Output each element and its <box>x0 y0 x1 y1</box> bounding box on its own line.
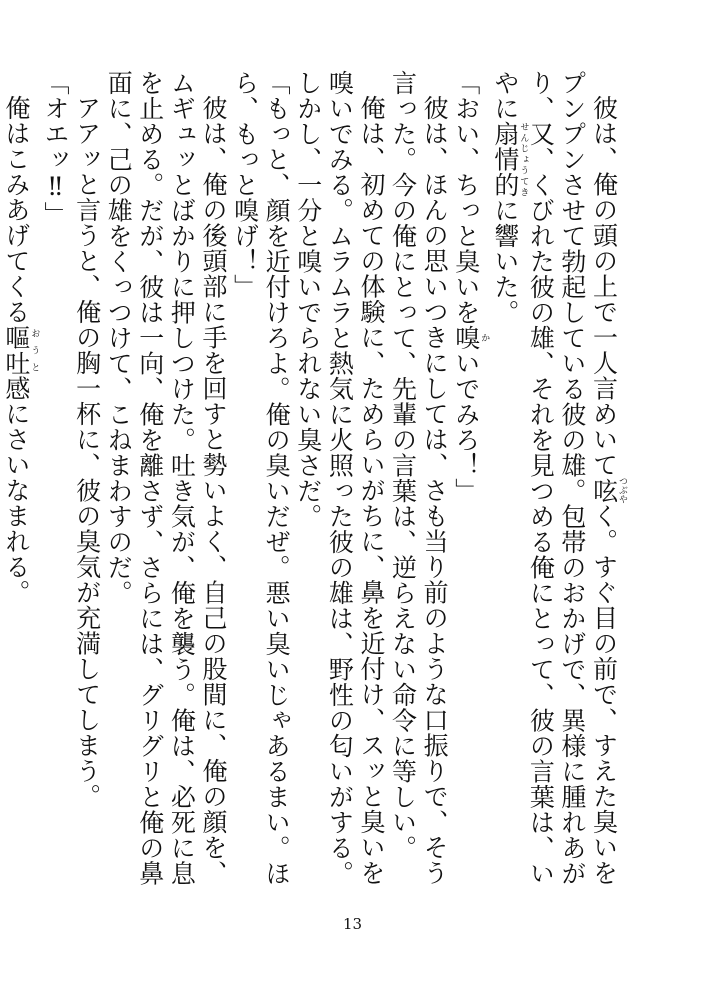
text-segment: 彼は、俺の後頭部に手を回すと勢いよく、自己の股間に、俺の顔を、ムギュッとばかりに押しつけた。吐き気が、俺を襲う。俺は、必死に息を止める。だが、彼は一向、俺を離さず、さらには、グリグリと俺の鼻面に、己の雄をくっつけて、こねまわすのだ。 <box>104 70 228 886</box>
page-number: 13 <box>342 915 363 933</box>
ruby-base: 呟 <box>589 476 619 504</box>
ruby-base: 嘔吐 <box>1 324 31 376</box>
text-segment: いでみろ！」 <box>451 350 481 504</box>
dialogue-paragraph <box>39 70 71 900</box>
text-segment: く。すぐ目の前で、すえた臭いをプンプンさせて勃起している彼の雄。包帯のおかげで、異様に腫れあがり、又、くびれた彼の雄、それを見つめる俺にとって、彼の言葉は、いやに <box>490 70 619 886</box>
narration-paragraph <box>292 70 387 900</box>
narration-paragraph <box>0 70 39 900</box>
ruby-base: 嗅 <box>451 325 481 351</box>
ruby-word <box>1 324 40 376</box>
dialogue-paragraph <box>450 70 489 900</box>
text-segment: 「オエッ‼」 <box>41 70 70 227</box>
ruby-reading: せんじょうてき <box>518 121 529 198</box>
text-segment: 俺はこみあげてくる <box>1 95 31 325</box>
ruby-reading: か <box>479 325 490 351</box>
text-segment: 俺は、初めての体験に、ためらいがちに、鼻を近付け、スッと臭いを嗅いでみる。ムラムラと熱気に火照った彼の雄は、野性の匂いがする。しかし、一分と嗅いでられない臭さだ。 <box>293 70 386 886</box>
narration-paragraph <box>489 70 627 900</box>
ruby-base: 扇情的 <box>490 121 520 198</box>
ruby-word <box>490 121 529 198</box>
text-segment: に響いた。 <box>490 197 520 325</box>
text-segment: 「おい、ちっと臭いを <box>451 70 481 325</box>
text-segment: 感にさいなまれる。 <box>1 375 31 605</box>
vertical-text-body <box>1 70 627 900</box>
narration-paragraph <box>387 70 450 900</box>
text-segment: 彼は、俺の頭の上で一人言めいて <box>589 95 619 478</box>
dialogue-paragraph <box>229 70 292 900</box>
narration-paragraph <box>103 70 229 900</box>
ruby-word <box>589 476 627 504</box>
text-segment: 「もっと、顔を近付けろよ。俺の臭いだぜ。悪い臭いじゃあるまい。ほら、もっと嗅げ！」 <box>230 70 292 886</box>
ruby-reading: おうと <box>29 324 40 376</box>
ruby-word <box>451 325 490 351</box>
text-segment: アアッと言うと、俺の胸一杯に、彼の臭気が充満してしまう。 <box>72 95 102 809</box>
narration-paragraph <box>71 70 103 900</box>
text-segment: 彼は、ほんの思いつきにしては、さも当り前のような口振りで、そう言った。今の俺にとって、先輩の言葉は、逆らえない命令に等しい。 <box>388 70 450 886</box>
ruby-reading: つぶや <box>617 476 627 504</box>
